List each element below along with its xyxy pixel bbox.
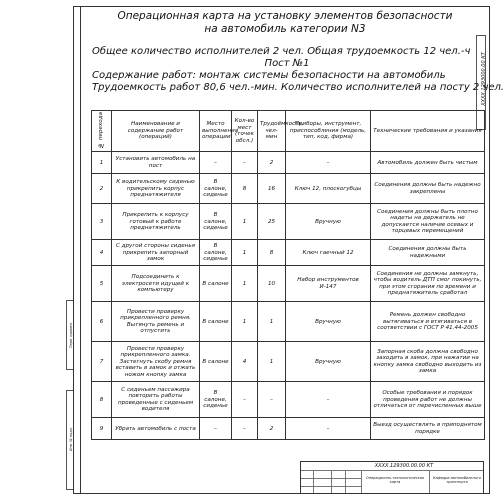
top-designation-code: ХХХХ.1293000.00 КТ (481, 52, 487, 106)
cell-labor: 10 (258, 266, 286, 302)
cell-n: 2 (92, 174, 112, 204)
cell-tools: Вручную (286, 342, 371, 382)
header-count: Кол-во мест (точек обсл.) (232, 111, 258, 152)
title-line-2: на автомобиль категории N3 (204, 23, 366, 35)
page-title (95, 10, 475, 36)
header-name: Наименование и содержание работ (операций) (112, 111, 200, 152)
title-block (300, 461, 484, 494)
cell-req: Запорная скоба должна свободно заходить в замок, при нажатии на кнопку замка свободно выходить из замка (371, 342, 485, 382)
cell-place: – (200, 152, 232, 174)
cell-labor: 8 (258, 240, 286, 266)
cell-count: – (232, 382, 258, 418)
cell-req: Автомобиль должен быть чистым (371, 152, 485, 174)
cell-name: Убрать автомобиль с поста (112, 418, 200, 440)
cell-req: Выезд осуществлять в приподнятом порядке (371, 418, 485, 440)
cell-req: Ремень должен свободно вытягиваться и втягиваться в соответствии с ГОСТ Р 41.44-2005 (371, 302, 485, 342)
cell-count: 1 (232, 240, 258, 266)
table-row (92, 382, 485, 418)
cell-place: В салоне (200, 302, 232, 342)
table-row (92, 152, 485, 174)
cell-n: 9 (92, 418, 112, 440)
cell-labor: 2 (258, 418, 286, 440)
cell-count: 1 (232, 302, 258, 342)
cell-n: 1 (92, 152, 112, 174)
cell-place: В салоне, сиденье (200, 174, 232, 204)
cell-n: 8 (92, 382, 112, 418)
cell-n: 3 (92, 204, 112, 240)
cell-place: – (200, 418, 232, 440)
cell-n: 7 (92, 342, 112, 382)
cell-name: К водительскому сиденью прикрепить корпус преднатяжителя (112, 174, 200, 204)
table-row (92, 266, 485, 302)
cell-tools: Набор инструментов И-147 (286, 266, 371, 302)
cell-labor: 1 (258, 302, 286, 342)
cell-tools: Вручную (286, 204, 371, 240)
cell-count: – (232, 152, 258, 174)
cell-name: Прикрепить к корпусу готовый к работе преднатяжитель (112, 204, 200, 240)
title-block-code: ХХХХ.129300.00.00 КТ (374, 463, 434, 469)
cell-n: 6 (92, 302, 112, 342)
cell-place: В салоне, сиденье (200, 204, 232, 240)
cell-place: В салоне (200, 342, 232, 382)
table-row (92, 240, 485, 266)
content-line: Содержание работ: монтаж системы безопасности на автомобиль (92, 70, 446, 81)
cell-req: Особые требования и порядок проведения работ не должны отличаться от перечисленных выше (371, 382, 485, 418)
header-req: Технические требования и указания (371, 111, 485, 152)
cell-req: Соединения должны быть надежно закреплены (371, 174, 485, 204)
table-row (92, 204, 485, 240)
binding-margin (73, 6, 80, 494)
cell-labor: 2 (258, 152, 286, 174)
cell-name: С сиденьем пассажира повторить работы проведенные с сиденьем водителя (112, 382, 200, 418)
cell-count: – (232, 418, 258, 440)
cell-tools: – (286, 418, 371, 440)
header-num: № перехода (92, 111, 112, 152)
cell-name: Установить автомобиль на пост (112, 152, 200, 174)
cell-n: 5 (92, 266, 112, 302)
title-line-1: Операционная карта на установку элементов безопасности (117, 10, 453, 22)
header-tools: Приборы, инструмент, приспособления (модель, тип, код, фирма) (286, 111, 371, 152)
table-row (92, 418, 485, 440)
cell-name: Провести проверку прикрепленного замка. Застегнуть скобу ремня вставить в замок и отжать ножом кнопку замка (112, 342, 200, 382)
title-block-org: Кафедра автомобильного транспорта (433, 476, 481, 484)
table-header-row (92, 111, 485, 152)
cell-labor: 25 (258, 204, 286, 240)
cell-count: 4 (232, 342, 258, 382)
cell-tools: Вручную (286, 302, 371, 342)
cell-labor: – (258, 382, 286, 418)
cell-name: Провести проверку прикрепленного ремня. Вытянуть ремень и отпустить (112, 302, 200, 342)
post-line: Пост №1 (264, 58, 310, 69)
workers-line: Общее количество исполнителей 2 чел. Общая трудоемкость 12 чел.-ч (92, 46, 471, 57)
cell-req: Соединения не должны замкнуть, чтобы водитель ДТП смог покинуть, при этом сгорания по времени и преднатяжитель сработал (371, 266, 485, 302)
table-row (92, 302, 485, 342)
header-place: Место выполнения операции (200, 111, 232, 152)
cell-count: 1 (232, 204, 258, 240)
cell-place: В салоне, сиденье (200, 382, 232, 418)
cell-name: С другой стороны сиденья прикрепить запорный замок (112, 240, 200, 266)
title-block-doc-name: Операционно-технологическая карта (365, 476, 425, 484)
operations-table (91, 110, 485, 440)
cell-place: В салоне (200, 266, 232, 302)
cell-place: В салоне, сиденье (200, 240, 232, 266)
table-row (92, 174, 485, 204)
cell-tools: – (286, 152, 371, 174)
cell-labor: 1 (258, 342, 286, 382)
cell-count: 1 (232, 266, 258, 302)
header-labor: Трудоёмкость, чел-мин (258, 111, 286, 152)
cell-tools: Ключ 12, плоскогубцы (286, 174, 371, 204)
cell-req: Соединения должны быть плотно надеты на держатель не допускается наличие осевых и торцевых перемещений (371, 204, 485, 240)
left-strip-lower: Инв. № подл. (66, 390, 73, 490)
left-strip-upper: Перв. примен. (66, 300, 73, 370)
cell-labor: 16 (258, 174, 286, 204)
cell-n: 4 (92, 240, 112, 266)
cell-tools: – (286, 382, 371, 418)
labor-line: Трудоемкость работ 80,6 чел.-мин. Количество исполнителей на посту 2 чел. (92, 82, 504, 93)
cell-tools: Ключ гаечный 12 (286, 240, 371, 266)
table-row (92, 342, 485, 382)
cell-req: Соединения должны быть надежными (371, 240, 485, 266)
cell-name: Подсоединить к электросети идущей к компьютеру (112, 266, 200, 302)
cell-count: 8 (232, 174, 258, 204)
